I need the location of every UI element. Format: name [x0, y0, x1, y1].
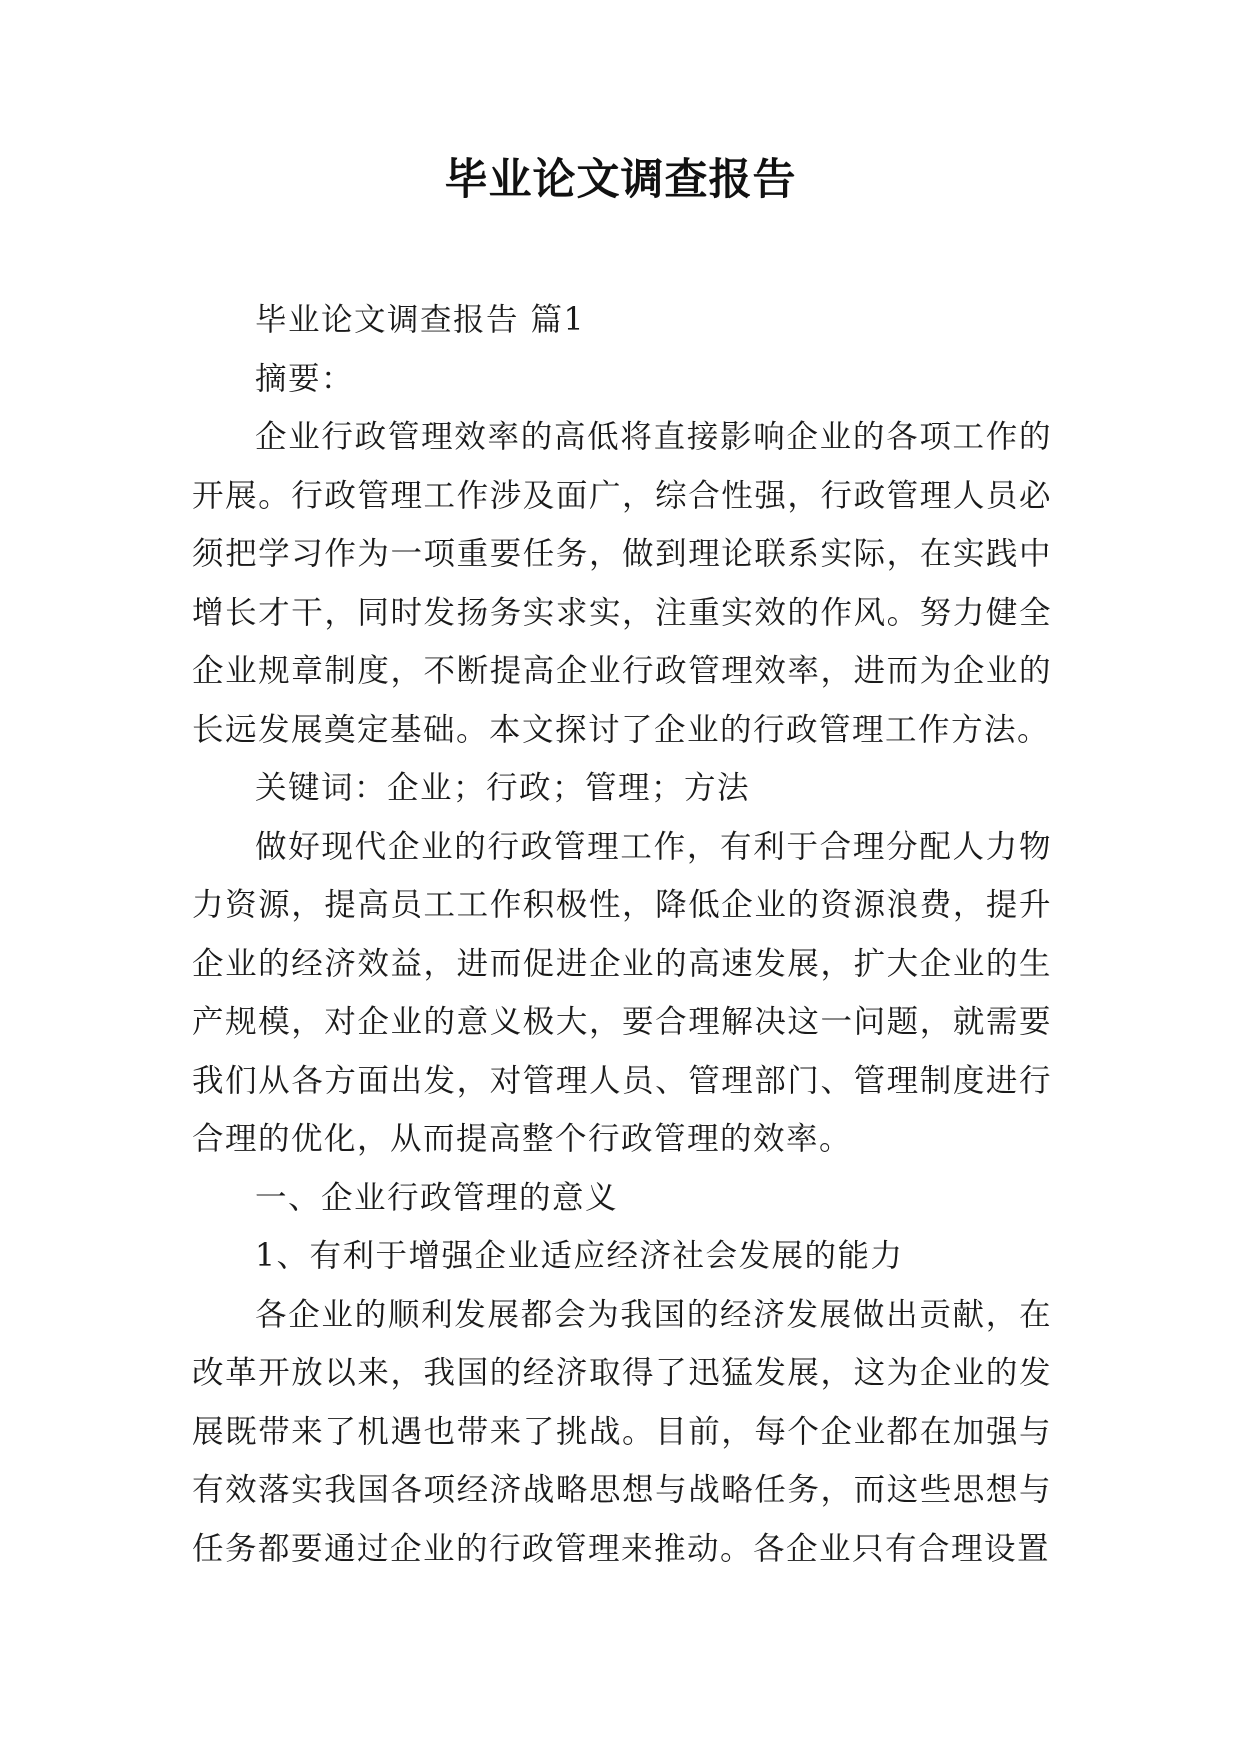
body-paragraph: 做好现代企业的行政管理工作，有利于合理分配人力物力资源，提高员工工作积极性，降低企业的资源浪费，提升企业的经济效益，进而促进企业的高速发展，扩大企业的生产规模，对企业的意义极大，要合理解决这一问题，就需要我们从各方面出发，对管理人员、管理部门、管理制度进行合理的优化，从而提高整个行政管理的效率。	[192, 828, 1052, 1157]
subsection-heading: 1、有利于增强企业适应经济社会发展的能力	[255, 1238, 904, 1274]
keywords-line: 关键词：企业；行政；管理；方法	[255, 770, 751, 806]
abstract-paragraph: 企业行政管理效率的高低将直接影响企业的各项工作的开展。行政管理工作涉及面广，综合性强，行政管理人员必须把学习作为一项重要任务，做到理论联系实际，在实践中增长才干，同时发扬务实求实，注重实效的作风。努力健全企业规章制度，不断提高企业行政管理效率，进而为企业的长远发展奠定基础。本文探讨了企业的行政管理工作方法。	[192, 419, 1052, 748]
document-title: 毕业论文调查报告	[444, 155, 797, 205]
chapter-heading: 一、企业行政管理的意义	[255, 1179, 619, 1216]
document-body	[192, 291, 1052, 1578]
section-heading: 毕业论文调查报告 篇1	[255, 302, 586, 338]
body-paragraph: 各企业的顺利发展都会为我国的经济发展做出贡献，在改革开放以来，我国的经济取得了迅猛发展，这为企业的发展既带来了机遇也带来了挑战。目前，每个企业都在加强与有效落实我国各项经济战略思想与战略任务，而这些思想与任务都要通过企业的行政管理来推动。各企业只有合理设置	[192, 1296, 1052, 1567]
abstract-label: 摘要：	[255, 360, 355, 397]
